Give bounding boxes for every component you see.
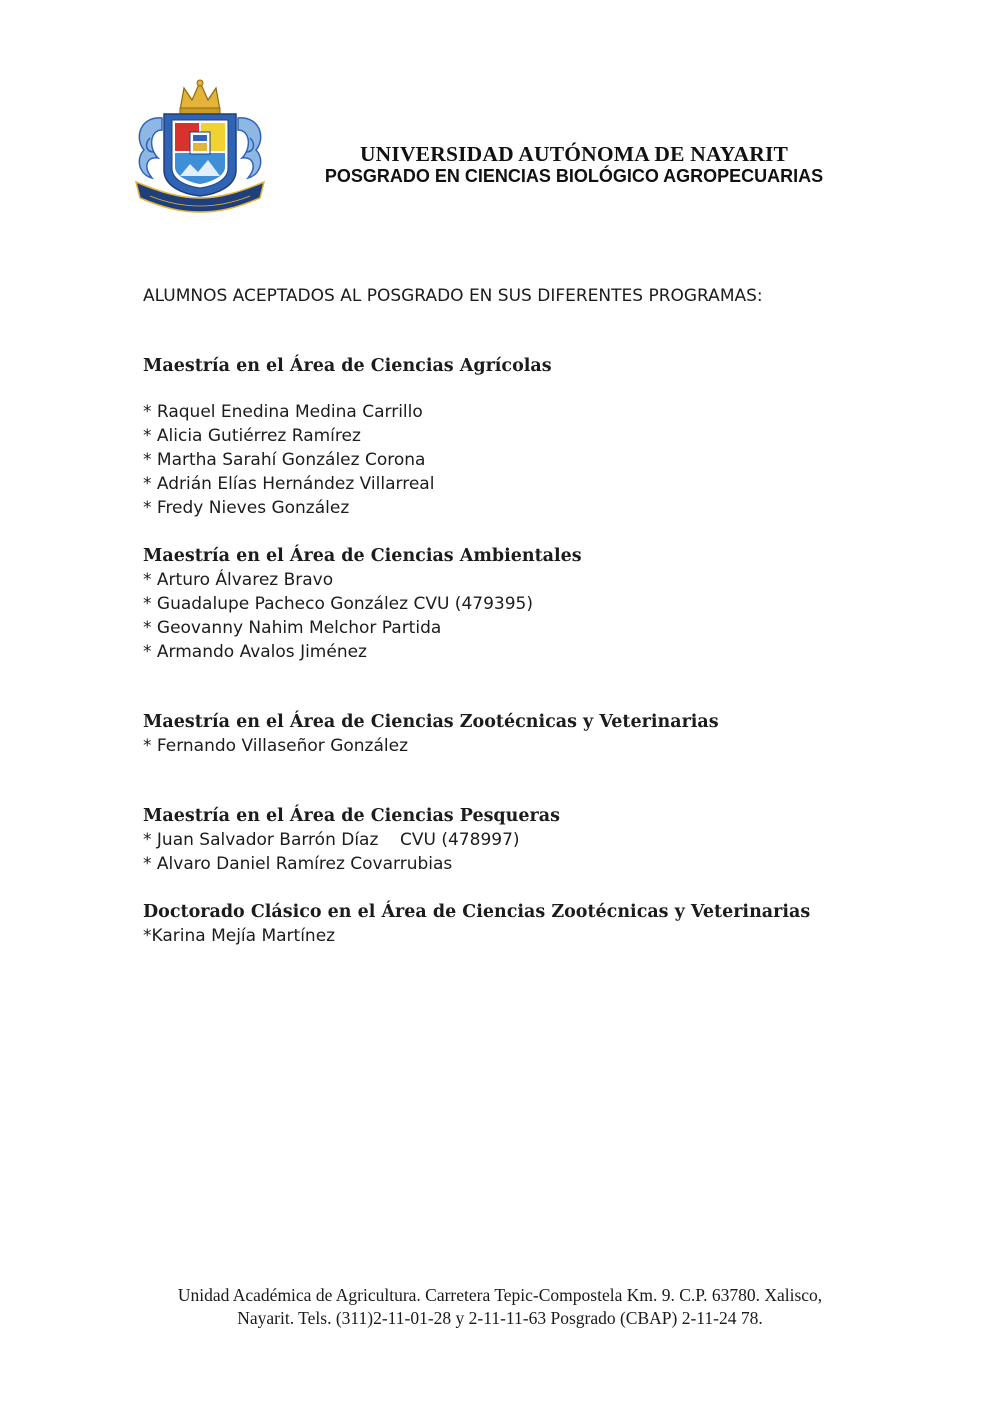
section-title: Maestría en el Área de Ciencias Agrícolas bbox=[143, 356, 552, 376]
footer-address-line: Unidad Académica de Agricultura. Carretera Tepic-Compostela Km. 9. C.P. 63780. Xalisco, bbox=[177, 1285, 823, 1305]
intro-heading: ALUMNOS ACEPTADOS AL POSGRADO EN SUS DIFERENTES PROGRAMAS: bbox=[143, 286, 763, 306]
section-title: Doctorado Clásico en el Área de Ciencias Zootécnicas y Veterinarias bbox=[143, 902, 811, 922]
list-item: *Karina Mejía Martínez bbox=[143, 926, 336, 946]
letterhead bbox=[272, 143, 876, 187]
section-title: Maestría en el Área de Ciencias Pesqueras bbox=[143, 806, 560, 826]
university-name: UNIVERSIDAD AUTÓNOMA DE NAYARIT bbox=[359, 142, 789, 166]
list-item: * Alvaro Daniel Ramírez Covarrubias bbox=[143, 854, 453, 874]
list-item: * Geovanny Nahim Melchor Partida bbox=[143, 618, 442, 638]
program-name: POSGRADO EN CIENCIAS BIOLÓGICO AGROPECUARIAS bbox=[324, 166, 824, 186]
page-footer bbox=[130, 1284, 870, 1330]
section-doctorado bbox=[143, 900, 903, 948]
list-item: * Guadalupe Pacheco González CVU (479395) bbox=[143, 594, 533, 614]
section-agricolas bbox=[143, 354, 903, 520]
footer-phone-line: Nayarit. Tels. (311)2-11-01-28 y 2-11-11-63 Posgrado (CBAP) 2-11-24 78. bbox=[237, 1308, 763, 1328]
list-item: * Armando Avalos Jiménez bbox=[143, 642, 367, 662]
list-item: * Fernando Villaseñor González bbox=[143, 736, 408, 756]
section-pesqueras bbox=[143, 804, 903, 876]
section-ambientales bbox=[143, 544, 903, 664]
university-crest-logo bbox=[130, 78, 270, 213]
section-title: Maestría en el Área de Ciencias Ambientales bbox=[143, 546, 582, 566]
list-item: * Raquel Enedina Medina Carrillo bbox=[143, 402, 423, 422]
section-zootecnicas bbox=[143, 710, 903, 758]
list-item: * Arturo Álvarez Bravo bbox=[143, 570, 334, 590]
list-item: * Fredy Nieves González bbox=[143, 498, 350, 518]
list-item: * Alicia Gutiérrez Ramírez bbox=[143, 426, 361, 446]
section-title: Maestría en el Área de Ciencias Zootécnicas y Veterinarias bbox=[143, 712, 719, 732]
list-item: * Adrián Elías Hernández Villarreal bbox=[143, 474, 435, 494]
document-body bbox=[143, 284, 903, 948]
list-item: * Juan Salvador Barrón Díaz CVU (478997) bbox=[143, 830, 520, 850]
list-item: * Martha Sarahí González Corona bbox=[143, 450, 426, 470]
